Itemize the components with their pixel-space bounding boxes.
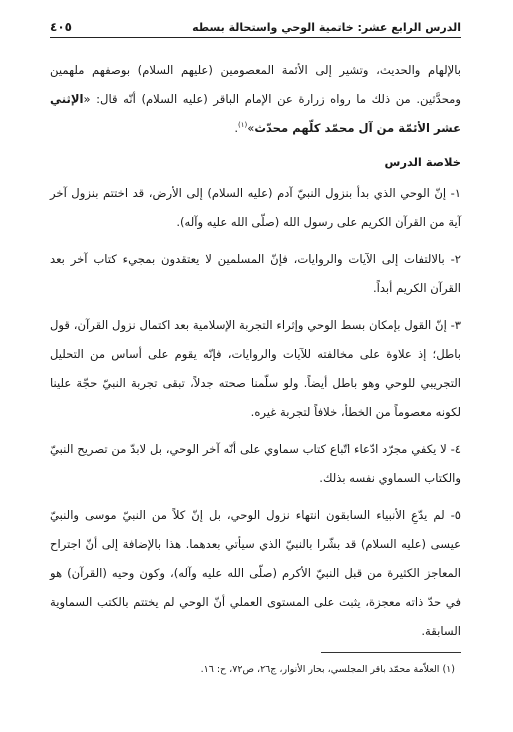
running-header xyxy=(50,12,461,38)
summary-point-5: ٥- لم يدّعِ الأنبياء السابقون انتهاء نزول الوحي، بل إنّ كلاً من النبيّ موسى والنبيّ عيسى (عليه السلام) قد بشّرا بالنبيّ الذي سيأتي بعدهما. هذا بالإضافة إلى أنّ اجتراح المعاجز الكثيرة من قبل النبيّ الأكرم (صلّى الله عليه وآله)، وكون وحيه (القرآن) هو في حدّ ذاته معجزة، يثبت على المستوى العملي أنّ الوحي لم يختتم بالكتب السماوية السابقة. xyxy=(50,508,461,638)
intro-end: . xyxy=(234,121,238,135)
summary-point-2: ٢- بالالتفات إلى الآيات والروايات، فإنّ المسلمين لا يعتقدون بمجيء كتاب آخر بعد القرآن الكريم أبداً. xyxy=(50,252,461,295)
header-title: الدرس الرابع عشر: خاتمية الوحي واستحالة بسطه xyxy=(192,21,461,34)
intro-text: بالإلهام والحديث، وتشير إلى الأئمة المعصومين (عليهم السلام) بوصفهم ملهمين ومحدَّثين. من ذلك ما رواه زرارة عن الإمام الباقر (عليه السلام) أنّه قال: « xyxy=(50,63,461,106)
footnote-divider xyxy=(321,652,461,653)
intro-quote: الإثني عشر الأئمّة من آل محمّد كلّهم محدّث xyxy=(50,92,461,135)
footnote-reference[interactable]: (١) xyxy=(238,121,248,130)
section-title: خلاصة الدرس xyxy=(384,155,461,169)
summary-point-4: ٤- لا يكفي مجرّد ادّعاء اتّباع كتاب سماوي على أنّه آخر الوحي، بل لابدّ من تصريح النبيّ والكتاب السماوي نفسه بذلك. xyxy=(50,442,461,485)
footnote: (١) العلاّمة محمّد باقر المجلسي، بحار الأنوار، ج٢٦، ص٧٢، ح: ١٦. xyxy=(200,664,455,675)
intro-paragraph xyxy=(50,56,461,143)
body-text xyxy=(50,56,461,654)
summary-point-3: ٣- إنّ القول بإمكان بسط الوحي وإثراء التجربة الإسلامية بعد اكتمال نزول القرآن، قول باطل؛ إذ علاوة على مخالفته للآيات والروايات، فإنّه يقوم على أساس من التحليل التجريبي للوحي وهو باطل أيضاً. ولو سلّمنا صحته جدلاً، تبقى تجربة النبيّ حجّة علينا لكونه معصوماً من الخطأ، خلافاً لتجربة غيره. xyxy=(50,318,461,419)
intro-quote-close: » xyxy=(247,121,255,135)
page-number: ٤٠٥ xyxy=(50,20,72,34)
summary-point-1: ١- إنّ الوحي الذي بدأ بنزول النبيّ آدم (عليه السلام) إلى الأرض، قد اختتم بنزول آخر آية من القرآن الكريم على رسول الله (صلّى الله عليه وآله). xyxy=(50,186,461,229)
